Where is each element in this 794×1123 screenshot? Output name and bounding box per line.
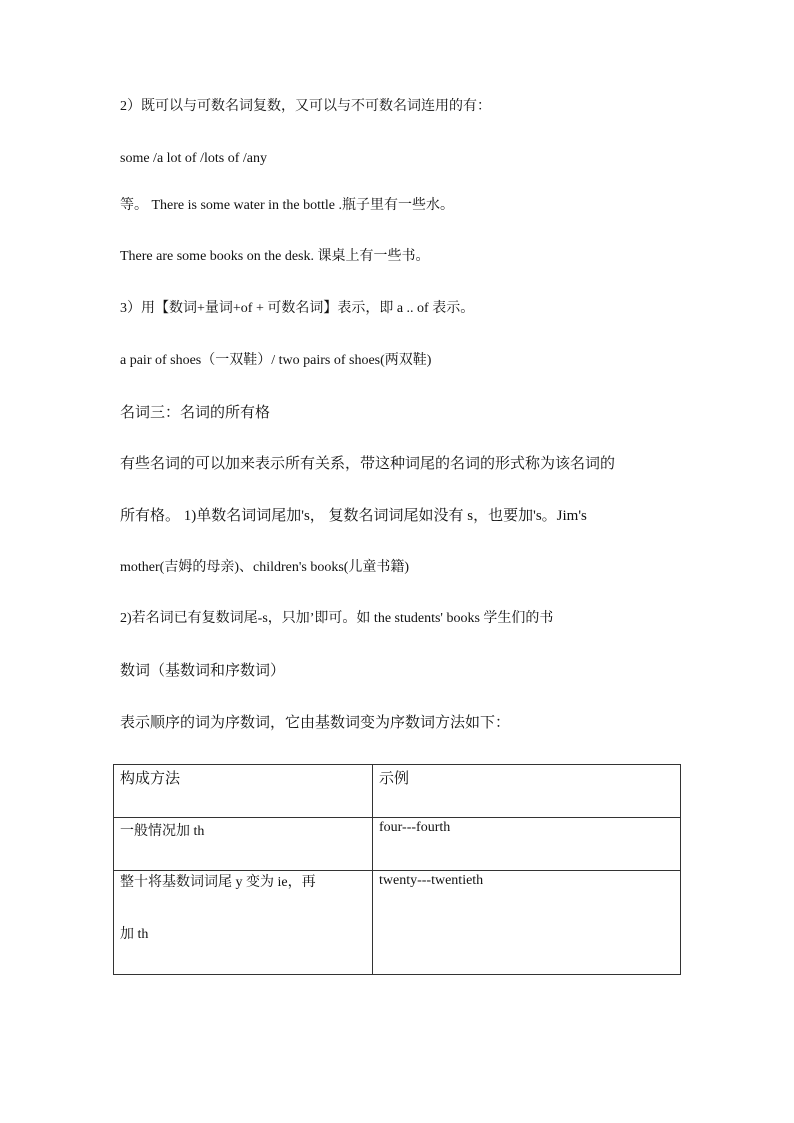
text-line-plural-uncountable-heading: 2）既可以与可数名词复数，又可以与不可数名词连用的有： xyxy=(120,99,491,114)
table-header-example: 示例 xyxy=(373,765,681,818)
table-header-method: 构成方法 xyxy=(114,765,373,818)
text-line-quantifiers: some /a lot of /lots of /any xyxy=(120,151,267,166)
text-line-ordinal-intro: 表示顺序的词为序数词，它由基数词变为序数词方法如下： xyxy=(120,715,511,731)
text-line-example-shoes: a pair of shoes（一双鞋）/ two pairs of shoes(两双鞋) xyxy=(120,353,432,368)
text-line-example-water: 等。 There is some water in the bottle .瓶子里有一些水。 xyxy=(120,198,454,213)
section-heading-numerals: 数词（基数词和序数词） xyxy=(120,663,286,679)
table-header-row xyxy=(114,765,681,818)
table-cell-method xyxy=(114,871,373,975)
table-row xyxy=(114,871,681,975)
table-cell-method-line-1: 整十将基数词词尾 y 变为 ie，再 xyxy=(120,875,316,890)
table-cell-example: four---fourth xyxy=(373,818,681,871)
table-row xyxy=(114,818,681,871)
table-cell-method-line-2: 加 th xyxy=(120,927,149,942)
section-heading-possessive: 名词三：名词的所有格 xyxy=(120,405,271,421)
table-cell-method: 一般情况加 th xyxy=(114,818,373,871)
text-line-measure-words-heading: 3）用【数词+量词+of + 可数名词】表示，即 a .. of 表示。 xyxy=(120,301,475,316)
text-line-example-books: There are some books on the desk. 课桌上有一些书。 xyxy=(120,249,430,264)
text-line-possessive-rule-2: 2)若名词已有复数词尾-s，只加’即可。如 the students' books 学生们的书 xyxy=(120,611,554,626)
table-cell-example: twenty---twentieth xyxy=(373,871,681,975)
ordinal-rules-table xyxy=(113,764,681,975)
text-line-possessive-intro: 有些名词的可以加来表示所有关系，带这种词尾的名词的形式称为该名词的 xyxy=(120,456,616,472)
text-line-possessive-rule-1: 所有格。 1)单数名词词尾加's， 复数名词词尾如没有 s，也要加's。Jim's xyxy=(120,508,587,524)
text-line-possessive-example: mother(吉姆的母亲)、children's books(儿童书籍) xyxy=(120,560,410,575)
